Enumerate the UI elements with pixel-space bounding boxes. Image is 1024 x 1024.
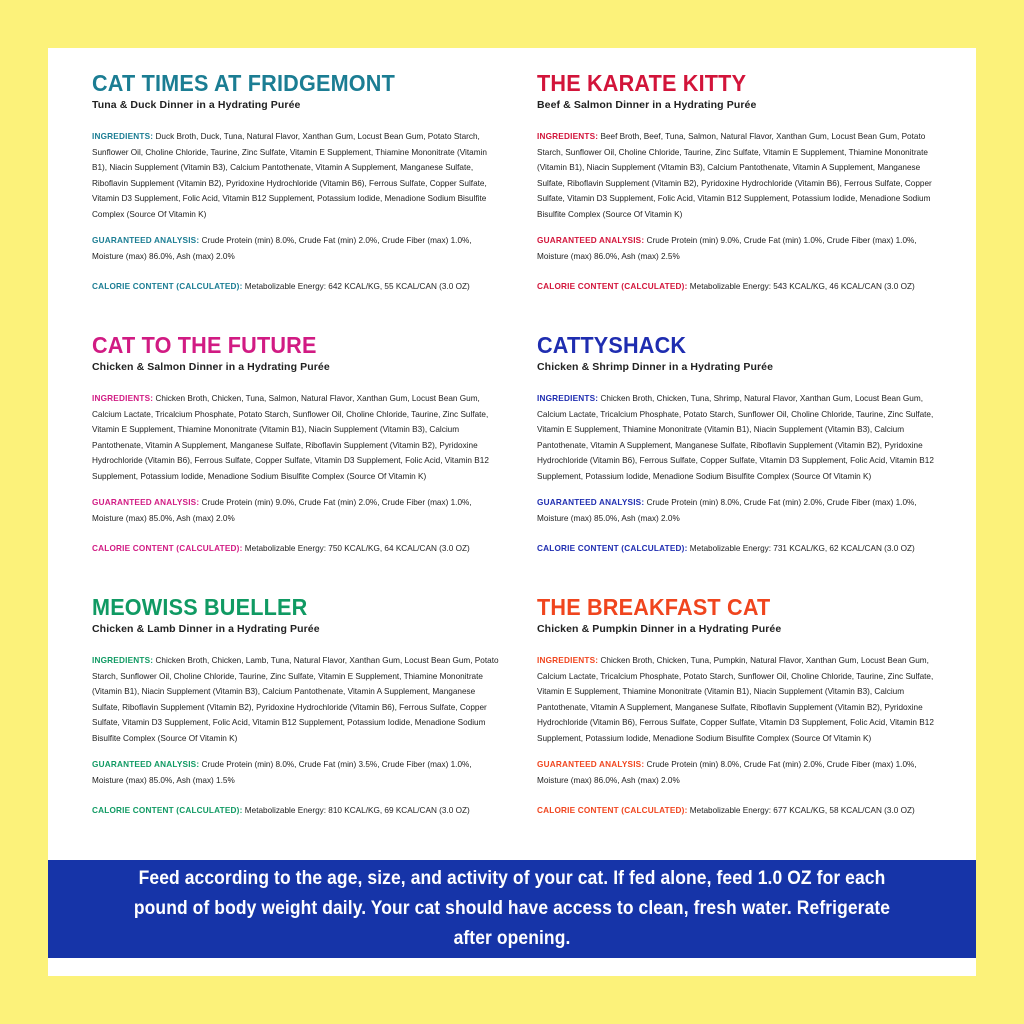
analysis-text: Crude Protein (min) 8.0%, Crude Fat (min) 2.0%, Crude Fiber (max) 1.0%, Moisture (max) 86.0%, Ash (max) 2.0% [537, 759, 917, 785]
ingredients-label: INGREDIENTS: [92, 393, 154, 403]
analysis-section [537, 495, 949, 531]
ingredients-text: Chicken Broth, Chicken, Lamb, Tuna, Natural Flavor, Xanthan Gum, Locust Bean Gum, Potato Starch, Sunflower Oil, Choline Chloride, Taurine, Zinc Sulfate, Vitamin E Supplement, Thiamine Mononitrate (Vitamin B1), Niacin Supplement (Vitamin B3), Calcium Pantothenate, Vitamin A Supplement, Manganese Sulfate, Riboflavin Supplement (Vitamin B2), Pyridoxine Hydrochloride (Vitamin B6), Ferrous Sulfate, Copper Sulfate, Vitamin D3 Supplement, Folic Acid, Vitamin B12 Supplement, Potassium Iodide, Menadione Sodium Bisulfite Complex (Source Of Vitamin K) [92, 655, 499, 743]
product-name: CAT TO THE FUTURE [92, 332, 317, 358]
ingredients-text: Beef Broth, Beef, Tuna, Salmon, Natural Flavor, Xanthan Gum, Locust Bean Gum, Potato Starch, Sunflower Oil, Choline Chloride, Taurine, Zinc Sulfate, Vitamin E Supplement, Thiamine Mononitrate (Vitamin B1), Niacin Supplement (Vitamin B3), Calcium Pantothenate, Vitamin A Supplement, Manganese Sulfate, Riboflavin Supplement (Vitamin B2), Pyridoxine Hydrochloride (Vitamin B6), Ferrous Sulfate, Copper Sulfate, Vitamin D3 Supplement, Folic Acid, Vitamin B12 Supplement, Potassium Iodide, Menadione Sodium Bisulfite Complex (Source Of Vitamin K) [537, 131, 932, 219]
calorie-section [92, 803, 504, 819]
product-name: CATTYSHACK [537, 332, 687, 358]
calorie-text: Metabolizable Energy: 731 KCAL/KG, 62 KCAL/CAN (3.0 OZ) [689, 543, 915, 553]
analysis-text: Crude Protein (min) 9.0%, Crude Fat (min) 1.0%, Crude Fiber (max) 1.0%, Moisture (max) 86.0%, Ash (max) 2.5% [537, 235, 917, 261]
analysis-section [537, 757, 949, 793]
feeding-instructions-banner [48, 860, 976, 958]
feeding-instructions-text: Feed according to the age, size, and activity of your cat. If fed alone, feed 1.0 OZ for each pound of body weight daily. Your cat should have access to clean, fresh water. Refrigerate after opening. [133, 868, 891, 949]
analysis-label: GUARANTEED ANALYSIS: [92, 497, 200, 507]
ingredients-section [537, 653, 949, 745]
ingredients-section [92, 391, 504, 483]
calorie-text: Metabolizable Energy: 642 KCAL/KG, 55 KCAL/CAN (3.0 OZ) [244, 281, 470, 291]
product-cat-times-at-fridgemont [92, 68, 512, 295]
product-subtitle: Chicken & Shrimp Dinner in a Hydrating Purée [537, 361, 774, 373]
product-cat-to-the-future [92, 330, 512, 557]
analysis-label: GUARANTEED ANALYSIS: [92, 759, 200, 769]
calorie-label: CALORIE CONTENT (CALCULATED): [537, 543, 688, 553]
calorie-label: CALORIE CONTENT (CALCULATED): [92, 281, 243, 291]
calorie-text: Metabolizable Energy: 677 KCAL/KG, 58 KCAL/CAN (3.0 OZ) [689, 805, 915, 815]
analysis-label: GUARANTEED ANALYSIS: [537, 759, 645, 769]
calorie-label: CALORIE CONTENT (CALCULATED): [92, 543, 243, 553]
analysis-label: GUARANTEED ANALYSIS: [537, 235, 645, 245]
ingredients-text: Chicken Broth, Chicken, Tuna, Pumpkin, Natural Flavor, Xanthan Gum, Locust Bean Gum, Calcium Lactate, Tricalcium Phosphate, Potato Starch, Sunflower Oil, Choline Chloride, Taurine, Zinc Sulfate, Vitamin E Supplement, Thiamine Mononitrate (Vitamin B1), Niacin Supplement (Vitamin B3), Calcium Pantothenate, Vitamin A Supplement, Manganese Sulfate, Riboflavin Supplement (Vitamin B2), Pyridoxine Hydrochloride (Vitamin B6), Ferrous Sulfate, Copper Sulfate, Vitamin D3 Supplement, Folic Acid, Vitamin B12 Supplement, Potassium Iodide, Menadione Sodium Bisulfite Complex (Source Of Vitamin K) [537, 655, 934, 743]
product-meowiss-bueller [92, 592, 512, 819]
product-the-breakfast-cat [537, 592, 957, 819]
ingredients-text: Chicken Broth, Chicken, Tuna, Salmon, Natural Flavor, Xanthan Gum, Locust Bean Gum, Calcium Lactate, Tricalcium Phosphate, Potato Starch, Sunflower Oil, Choline Chloride, Taurine, Zinc Sulfate, Vitamin E Supplement, Thiamine Mononitrate (Vitamin B1), Niacin Supplement (Vitamin B3), Calcium Pantothenate, Vitamin A Supplement, Manganese Sulfate, Riboflavin Supplement (Vitamin B2), Pyridoxine Hydrochloride (Vitamin B6), Ferrous Sulfate, Copper Sulfate, Vitamin D3 Supplement, Folic Acid, Vitamin B12 Supplement, Potassium Iodide, Menadione Sodium Bisulfite Complex (Source Of Vitamin K) [92, 393, 489, 481]
calorie-section [537, 541, 949, 557]
analysis-text: Crude Protein (min) 8.0%, Crude Fat (min) 2.0%, Crude Fiber (max) 1.0%, Moisture (max) 85.0%, Ash (max) 2.0% [537, 497, 917, 523]
product-subtitle: Chicken & Pumpkin Dinner in a Hydrating Purée [537, 623, 782, 635]
product-subtitle: Beef & Salmon Dinner in a Hydrating Purée [537, 99, 757, 111]
ingredients-section [537, 129, 949, 221]
product-the-karate-kitty [537, 68, 957, 295]
calorie-label: CALORIE CONTENT (CALCULATED): [92, 805, 243, 815]
ingredients-label: INGREDIENTS: [92, 131, 154, 141]
ingredients-section [537, 391, 949, 483]
product-grid [48, 48, 976, 860]
product-subtitle: Chicken & Lamb Dinner in a Hydrating Purée [92, 623, 320, 635]
calorie-section [92, 279, 504, 295]
calorie-section [537, 279, 949, 295]
ingredients-text: Duck Broth, Duck, Tuna, Natural Flavor, Xanthan Gum, Locust Bean Gum, Potato Starch, Sunflower Oil, Choline Chloride, Taurine, Zinc Sulfate, Vitamin E Supplement, Thiamine Mononitrate (Vitamin B1), Niacin Supplement (Vitamin B3), Calcium Pantothenate, Vitamin A Supplement, Manganese Sulfate, Riboflavin Supplement (Vitamin B2), Pyridoxine Hydrochloride (Vitamin B6), Ferrous Sulfate, Copper Sulfate, Vitamin D3 Supplement, Folic Acid, Vitamin B12 Supplement, Potassium Iodide, Menadione Sodium Bisulfite Complex (Source Of Vitamin K) [92, 131, 487, 219]
ingredients-label: INGREDIENTS: [92, 655, 154, 665]
ingredients-label: INGREDIENTS: [537, 131, 599, 141]
analysis-section [537, 233, 949, 269]
analysis-section [92, 233, 504, 269]
ingredients-label: INGREDIENTS: [537, 655, 599, 665]
calorie-label: CALORIE CONTENT (CALCULATED): [537, 281, 688, 291]
feeding-guide-card [48, 48, 976, 976]
product-name: MEOWISS BUELLER [92, 594, 308, 620]
ingredients-label: INGREDIENTS: [537, 393, 599, 403]
product-name: CAT TIMES AT FRIDGEMONT [92, 70, 395, 96]
calorie-text: Metabolizable Energy: 543 KCAL/KG, 46 KCAL/CAN (3.0 OZ) [689, 281, 915, 291]
calorie-section [92, 541, 504, 557]
calorie-label: CALORIE CONTENT (CALCULATED): [537, 805, 688, 815]
analysis-text: Crude Protein (min) 9.0%, Crude Fat (min) 2.0%, Crude Fiber (max) 1.0%, Moisture (max) 85.0%, Ash (max) 2.0% [92, 497, 472, 523]
product-name: THE BREAKFAST CAT [537, 594, 771, 620]
analysis-label: GUARANTEED ANALYSIS: [92, 235, 200, 245]
product-cattyshack [537, 330, 957, 557]
calorie-text: Metabolizable Energy: 810 KCAL/KG, 69 KCAL/CAN (3.0 OZ) [244, 805, 470, 815]
analysis-text: Crude Protein (min) 8.0%, Crude Fat (min) 2.0%, Crude Fiber (max) 1.0%, Moisture (max) 86.0%, Ash (max) 2.0% [92, 235, 472, 261]
analysis-section [92, 495, 504, 531]
product-name: THE KARATE KITTY [537, 70, 747, 96]
analysis-label: GUARANTEED ANALYSIS: [537, 497, 645, 507]
ingredients-section [92, 653, 504, 745]
analysis-section [92, 757, 504, 793]
analysis-text: Crude Protein (min) 8.0%, Crude Fat (min) 3.5%, Crude Fiber (max) 1.0%, Moisture (max) 85.0%, Ash (max) 1.5% [92, 759, 472, 785]
product-subtitle: Tuna & Duck Dinner in a Hydrating Purée [92, 99, 301, 111]
calorie-section [537, 803, 949, 819]
ingredients-text: Chicken Broth, Chicken, Tuna, Shrimp, Natural Flavor, Xanthan Gum, Locust Bean Gum, Calcium Lactate, Tricalcium Phosphate, Potato Starch, Sunflower Oil, Choline Chloride, Taurine, Zinc Sulfate, Vitamin E Supplement, Thiamine Mononitrate (Vitamin B1), Niacin Supplement (Vitamin B3), Calcium Pantothenate, Vitamin A Supplement, Manganese Sulfate, Riboflavin Supplement (Vitamin B2), Pyridoxine Hydrochloride (Vitamin B6), Ferrous Sulfate, Copper Sulfate, Vitamin D3 Supplement, Folic Acid, Vitamin B12 Supplement, Potassium Iodide, Menadione Sodium Bisulfite Complex (Source Of Vitamin K) [537, 393, 934, 481]
calorie-text: Metabolizable Energy: 750 KCAL/KG, 64 KCAL/CAN (3.0 OZ) [244, 543, 470, 553]
product-subtitle: Chicken & Salmon Dinner in a Hydrating Purée [92, 361, 330, 373]
ingredients-section [92, 129, 504, 221]
